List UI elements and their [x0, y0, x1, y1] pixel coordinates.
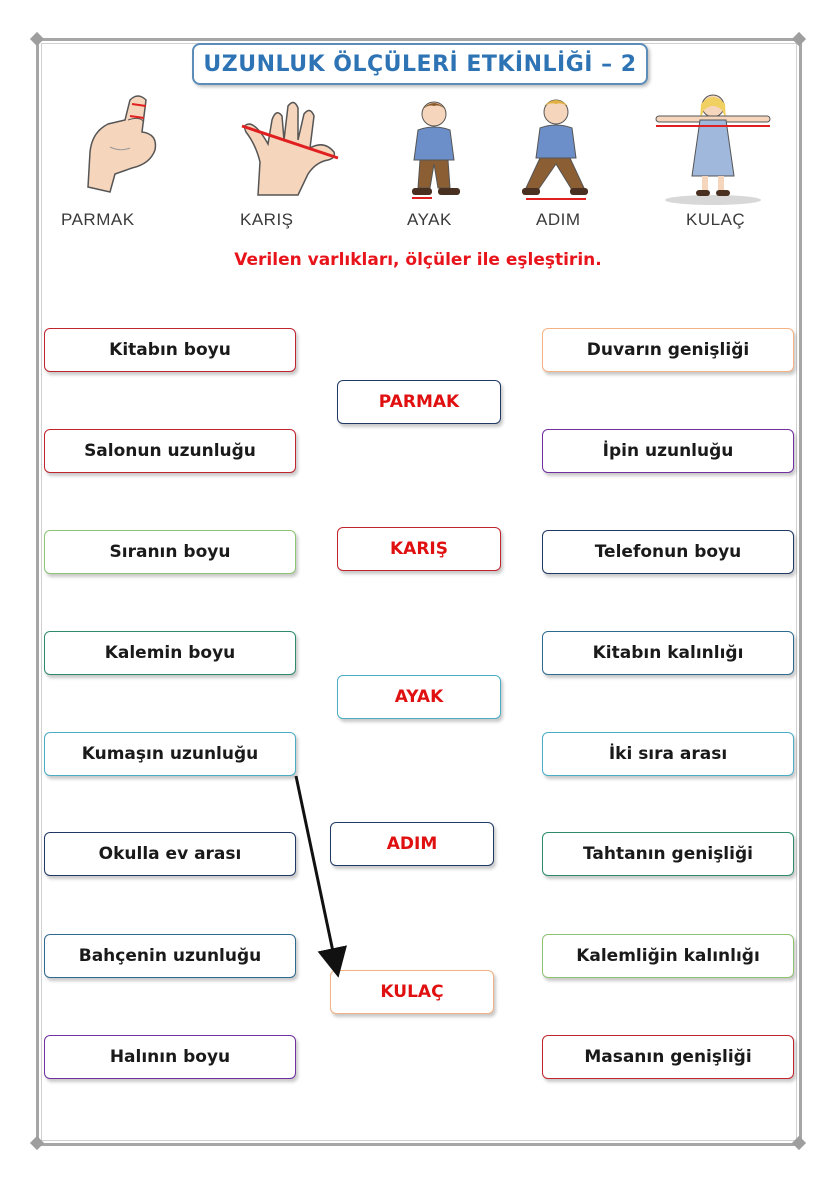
foot-boy-icon	[402, 98, 466, 204]
left-item-okulla-ev-arasi[interactable]: Okulla ev arası	[44, 832, 296, 876]
left-item-siranin-boyu[interactable]: Sıranın boyu	[44, 530, 296, 574]
right-item-tahtanin-genisligi[interactable]: Tahtanın genişliği	[542, 832, 794, 876]
left-item-bahcenin-uzunlugu[interactable]: Bahçenin uzunluğu	[44, 934, 296, 978]
arm-span-girl-icon	[652, 92, 774, 206]
right-item-iki-sira-arasi[interactable]: İki sıra arası	[542, 732, 794, 776]
unit-label-parmak: PARMAK	[61, 210, 135, 229]
unit-label-adim: ADIM	[536, 210, 581, 229]
right-item-duvarin-genisligi[interactable]: Duvarın genişliği	[542, 328, 794, 372]
instruction-text: Verilen varlıkları, ölçüler ile eşleştirin.	[234, 250, 602, 270]
left-item-kalemin-boyu[interactable]: Kalemin boyu	[44, 631, 296, 675]
step-boy-icon	[520, 96, 592, 204]
right-item-ipin-uzunlugu[interactable]: İpin uzunluğu	[542, 429, 794, 473]
left-item-halinin-boyu[interactable]: Halının boyu	[44, 1035, 296, 1079]
right-item-masanin-genisligi[interactable]: Masanın genişliği	[542, 1035, 794, 1079]
page-title: UZUNLUK ÖLÇÜLERİ ETKİNLİĞİ – 2	[192, 43, 648, 85]
center-unit-karis[interactable]: KARIŞ	[337, 527, 501, 571]
right-item-kitabin-kalinligi[interactable]: Kitabın kalınlığı	[542, 631, 794, 675]
left-item-kumasin-uzunlugu[interactable]: Kumaşın uzunluğu	[44, 732, 296, 776]
unit-label-kulac: KULAÇ	[686, 210, 746, 229]
right-item-kalemligin-kalinligi[interactable]: Kalemliğin kalınlığı	[542, 934, 794, 978]
right-item-telefonun-boyu[interactable]: Telefonun boyu	[542, 530, 794, 574]
left-item-salonun-uzunlugu[interactable]: Salonun uzunluğu	[44, 429, 296, 473]
center-unit-parmak[interactable]: PARMAK	[337, 380, 501, 424]
center-unit-adim[interactable]: ADIM	[330, 822, 494, 866]
center-unit-ayak[interactable]: AYAK	[337, 675, 501, 719]
finger-icon	[70, 92, 170, 194]
hand-span-icon	[238, 100, 342, 200]
left-item-kitabin-boyu[interactable]: Kitabın boyu	[44, 328, 296, 372]
unit-label-karis: KARIŞ	[240, 210, 294, 229]
center-unit-kulac[interactable]: KULAÇ	[330, 970, 494, 1014]
unit-label-ayak: AYAK	[407, 210, 452, 229]
